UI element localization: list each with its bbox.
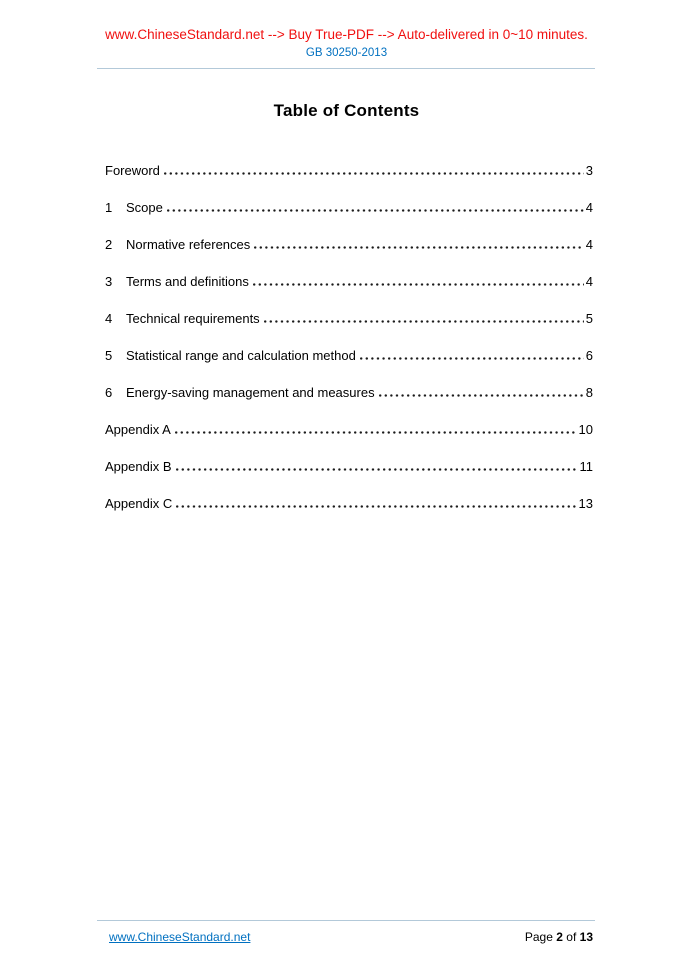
toc-entry-number: 1 xyxy=(105,200,113,215)
toc-entry-page: 4 xyxy=(585,274,593,289)
toc-list xyxy=(97,163,593,533)
toc-entry-label: Appendix A xyxy=(105,422,171,437)
toc-entry-page: 4 xyxy=(585,237,593,252)
toc-entry-label: Foreword xyxy=(105,163,160,178)
toc-entry-number: 2 xyxy=(105,237,113,252)
toc-entry-label: Appendix B xyxy=(105,459,172,474)
toc-entry-page: 5 xyxy=(585,311,593,326)
of-word: of xyxy=(566,930,577,944)
toc-entry-page: 3 xyxy=(585,163,593,178)
dot-leader xyxy=(164,171,584,176)
page-footer xyxy=(97,920,595,944)
page-header xyxy=(0,0,693,59)
toc-entry xyxy=(105,163,593,178)
toc-entry-label: Statistical range and calculation method xyxy=(126,348,356,363)
header-rule xyxy=(97,68,595,69)
toc-entry xyxy=(105,274,593,289)
page-word: Page xyxy=(524,930,553,944)
toc-entry xyxy=(105,200,593,215)
toc-entry xyxy=(105,237,593,252)
dot-leader xyxy=(175,430,577,435)
toc-entry xyxy=(105,496,593,511)
standard-code: GB 30250-2013 xyxy=(305,47,388,59)
toc-entry xyxy=(105,459,593,474)
dot-leader xyxy=(264,319,584,324)
total-page-number: 13 xyxy=(579,930,593,944)
toc-entry-page: 10 xyxy=(578,422,593,437)
toc-entry xyxy=(105,385,593,400)
toc-entry-page: 8 xyxy=(585,385,593,400)
toc-entry-number: 4 xyxy=(105,311,113,326)
footer-website-link[interactable]: www.ChineseStandard.net xyxy=(109,930,251,944)
toc-entry-label: Technical requirements xyxy=(126,311,260,326)
dot-leader xyxy=(176,467,578,472)
toc-entry-number: 6 xyxy=(105,385,113,400)
promo-banner-text: www.ChineseStandard.net --> Buy True-PDF --> Auto-delivered in 0~10 minutes. xyxy=(105,27,588,42)
content-spacer xyxy=(0,533,693,920)
toc-entry-label: Terms and definitions xyxy=(126,274,249,289)
toc-entry-page: 6 xyxy=(585,348,593,363)
toc-entry xyxy=(105,348,593,363)
dot-leader xyxy=(254,245,583,250)
toc-entry xyxy=(105,311,593,326)
toc-entry-label: Appendix C xyxy=(105,496,173,511)
dot-leader xyxy=(253,282,584,287)
page-title: Table of Contents xyxy=(273,101,420,120)
dot-leader xyxy=(176,504,576,509)
current-page-number: 2 xyxy=(556,930,563,944)
toc-entry-page: 11 xyxy=(579,459,593,474)
toc-entry-number: 3 xyxy=(105,274,113,289)
page-indicator xyxy=(525,930,593,944)
toc-entry-label: Normative references xyxy=(126,237,251,252)
dot-leader xyxy=(360,356,584,361)
toc-entry-page: 4 xyxy=(585,200,593,215)
dot-leader xyxy=(167,208,584,213)
dot-leader xyxy=(379,393,584,398)
toc-entry xyxy=(105,422,593,437)
toc-entry-number: 5 xyxy=(105,348,113,363)
toc-entry-label: Scope xyxy=(126,200,163,215)
footer-row xyxy=(97,921,595,944)
toc-entry-page: 13 xyxy=(578,496,593,511)
toc-entry-label: Energy-saving management and measures xyxy=(126,385,375,400)
